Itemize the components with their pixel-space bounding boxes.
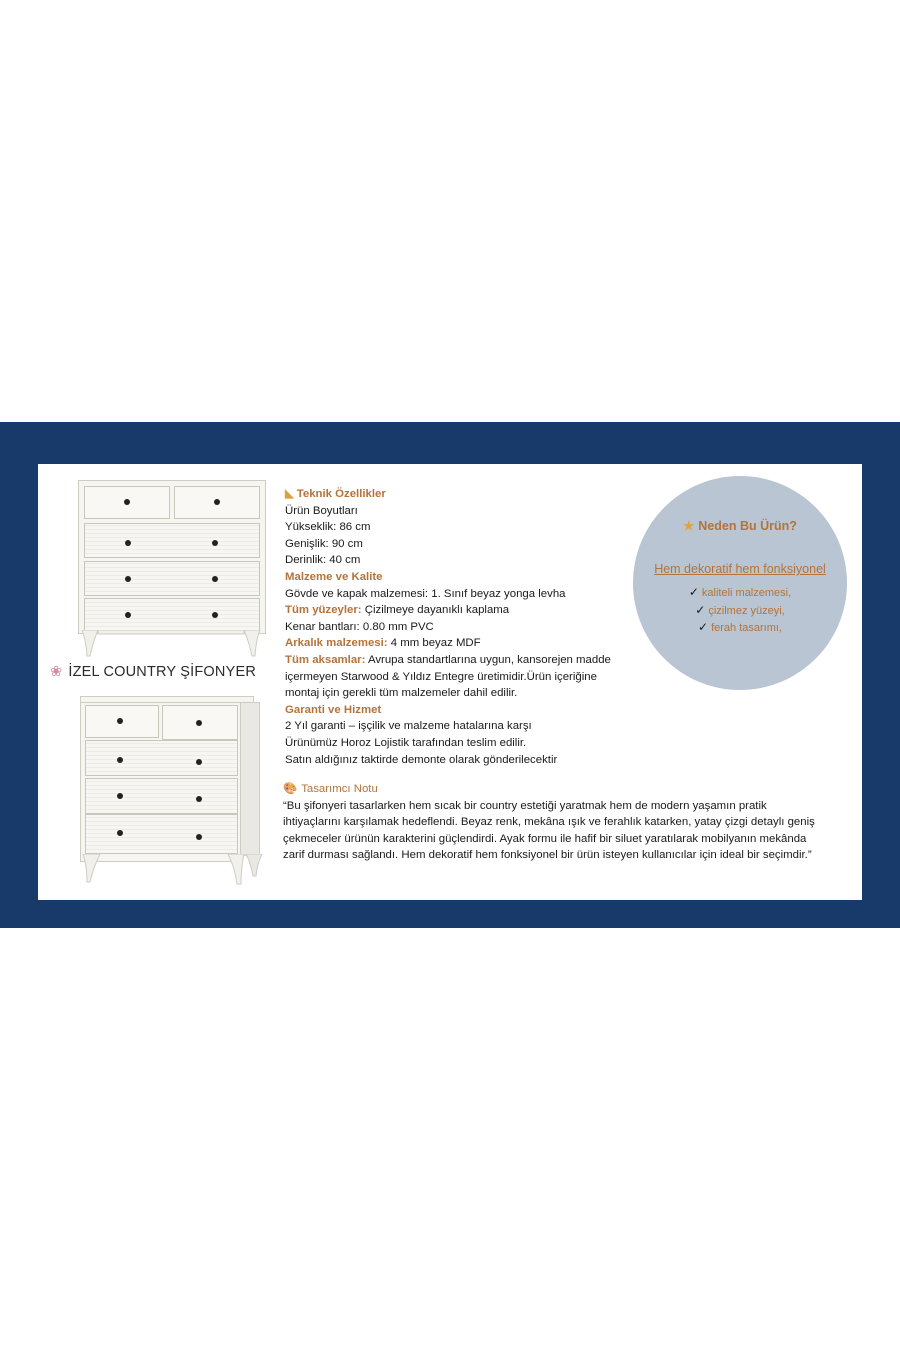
depth-value: Derinlik: 40 cm [285, 554, 361, 567]
surfaces-line: Tüm yüzeyler: Çizilmeye dayanıklı kaplama [285, 604, 510, 617]
designer-line-4: zarif durması sağlandı. Hem dekoratif hem fonksiyonel bir ürün isteyen kullanıcılar için ideal bir seçimdir.” [283, 849, 812, 862]
check-icon: ✓ [688, 585, 699, 599]
accessories-line-2: içermeyen Starwood & Yıldız Entegre üretimidir.Ürün içeriğine [285, 670, 597, 683]
width-value: Genişlik: 90 cm [285, 537, 363, 550]
why-item: ✓ ferah tasarımı, [698, 620, 782, 635]
body-material: Gövde ve kapak malzemesi: 1. Sınıf beyaz yonga levha [285, 587, 566, 600]
material-heading: Malzeme ve Kalite [285, 570, 383, 583]
designer-line-3: çekmeceler ürünün karakterini güçlendirdi. Ayak formu ile hafif bir siluet yaratılarak mobilyanın mekânda [283, 832, 807, 845]
specs-heading: ◣ Teknik Özellikler [285, 488, 386, 500]
palette-icon: 🎨 [283, 783, 298, 795]
why-heading: ★ Neden Bu Ürün? [683, 519, 797, 533]
back-material-line: Arkalık malzemesi: 4 mm beyaz MDF [285, 637, 481, 650]
check-icon: ✓ [695, 602, 706, 617]
height-value: Yükseklik: 86 cm [285, 521, 371, 534]
designer-line-2: ihtiyaçlarını karşılamak hedeflendi. Beyaz renk, mekâna ışık ve ferahlık katarken, yatay çizgi detaylı geniş [283, 816, 815, 829]
why-link[interactable]: Hem dekoratif hem fonksiyonel [654, 562, 826, 576]
warranty-heading: Garanti ve Hizmet [285, 703, 382, 716]
chest-front-image [78, 480, 268, 660]
warranty-line-2: Ürünümüz Horoz Lojistik tarafından teslim edilir. [285, 736, 527, 749]
why-product-circle [633, 476, 847, 690]
product-name: ❀ İZEL COUNTRY ŞİFONYER [50, 664, 256, 680]
warranty-line-1: 2 Yıl garanti – işçilik ve malzeme hatalarına karşı [285, 720, 532, 733]
edge-bands: Kenar bantları: 0.80 mm PVC [285, 620, 434, 633]
designer-line-1: “Bu şifonyeri tasarlarken hem sıcak bir country estetiği yaratmak hem de modern yaşamın pratik [283, 799, 767, 812]
triangle-ruler-icon: ◣ [285, 488, 294, 500]
designer-note [283, 781, 843, 864]
flower-icon: ❀ [50, 664, 63, 680]
dimensions-label: Ürün Boyutları [285, 504, 358, 517]
why-items [633, 584, 847, 637]
star-icon: ★ [683, 519, 695, 533]
accessories-line-3: montaj için gerekli tüm malzemeler dahil edilir. [285, 687, 518, 700]
designer-heading: 🎨 Tasarımcı Notu [283, 783, 378, 795]
why-item: ✓ kaliteli malzemesi, [688, 585, 792, 599]
accessories-line: Tüm aksamlar: Avrupa standartlarına uygun, kansorejen madde [285, 653, 611, 666]
why-item: ✓ çizilmez yüzeyi, [695, 602, 785, 617]
check-icon: ✓ [698, 620, 709, 635]
warranty-line-3: Satın aldığınız taktirde demonte olarak gönderilecektir [285, 753, 558, 766]
chest-angle-image [80, 696, 270, 888]
technical-specs [285, 486, 645, 768]
